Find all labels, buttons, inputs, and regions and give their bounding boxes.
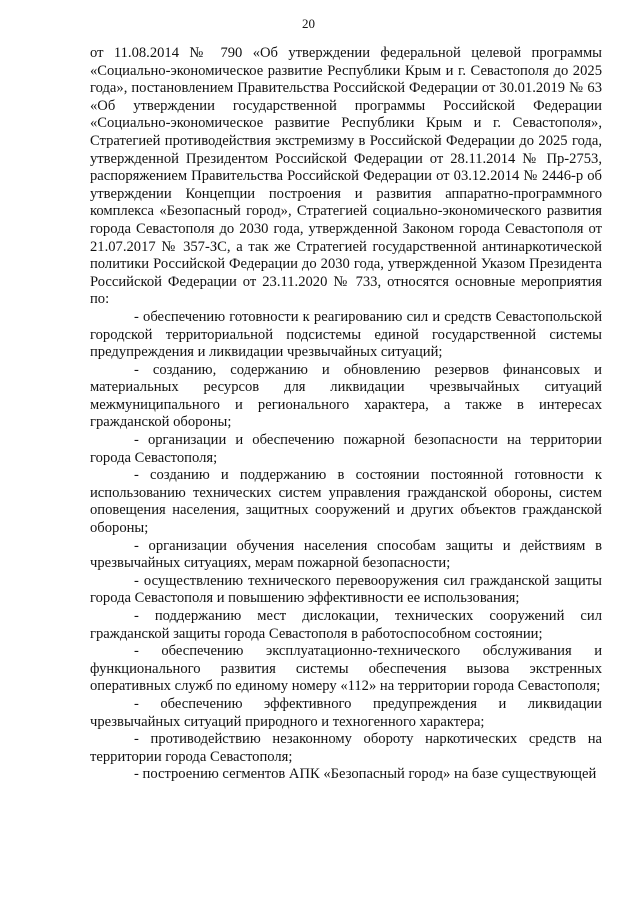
list-item: - обеспечению эффективного предупреждения и ликвидации чрезвычайных ситуаций природного и техногенного характера; bbox=[90, 695, 602, 730]
list-item: - поддержанию мест дислокации, технических сооружений сил гражданской защиты города Севастополя в работоспособном состоянии; bbox=[90, 608, 602, 642]
list-item: - обеспечению эксплуатационно-технического обслуживания и функционального развития системы обеспечения вызова экстренных оперативных служб по единому номеру «112» на территории города Севастополя; bbox=[90, 643, 602, 695]
list-item: - осуществлению технического перевооружения сил гражданской защиты города Севастополя и повышению эффективности ее использования; bbox=[90, 572, 602, 607]
list-item: - организации и обеспечению пожарной безопасности на территории города Севастополя; bbox=[90, 432, 602, 466]
list-item: - обеспечению готовности к реагированию сил и средств Севастопольской городской территориальной подсистемы единой государственной системы предупреждения и ликвидации чрезвычайных ситуаций; bbox=[90, 308, 602, 361]
list-item: - созданию и поддержанию в состоянии постоянной готовности к использованию технических систем управления гражданской обороны, систем оповещения населения, защитных сооружений и других объектов гражданской обороны; bbox=[90, 467, 602, 537]
intro-paragraph: от 11.08.2014 № 790 «Об утверждении федеральной целевой программы «Социально-экономическое развитие Республики Крым и г. Севастополя до 2025 года», постановлением Правительства Российской Федерации от 30.01.2019 № 63 «Об утверждении государственной программы Российской Федерации «Социально-экономическое развитие Республики Крым и г. Севастополя», Стратегией противодействия экстремизму в Российской Федерации до 2025 года, утвержденной Президентом Российской Федерации от 28.11.2014 № Пр-2753, распоряжением Правительства Российской Федерации от 03.12.2014 № 2446-р об утверждении Концепции построения и развития аппаратно-программного комплекса «Безопасный город», Стратегией социально-экономического развития города Севастополя до 2030 года, утвержденной Законом города Севастополя от 21.07.2017 № 357-ЗС, а так же Стратегией государственной антинаркотической политики Российской Федерации до 2030 года, утвержденной Указом Президента Российской Федерации от 23.11.2020 № 733, относятся основные мероприятия по: bbox=[90, 45, 602, 308]
list-item: - построению сегментов АПК «Безопасный город» на базе существующей bbox=[134, 766, 597, 783]
page-number: 20 bbox=[302, 16, 315, 31]
list-item: - противодействию незаконному обороту наркотических средств на территории города Севастополя; bbox=[90, 731, 602, 765]
list-item: - организации обучения населения способам защиты и действиям в чрезвычайных ситуациях, мерам пожарной безопасности; bbox=[90, 537, 602, 572]
document-body bbox=[90, 45, 602, 784]
list-item: - созданию, содержанию и обновлению резервов финансовых и материальных ресурсов для ликвидации чрезвычайных ситуаций межмуниципального и регионального характера, а также в интересах гражданской обороны; bbox=[90, 361, 602, 431]
